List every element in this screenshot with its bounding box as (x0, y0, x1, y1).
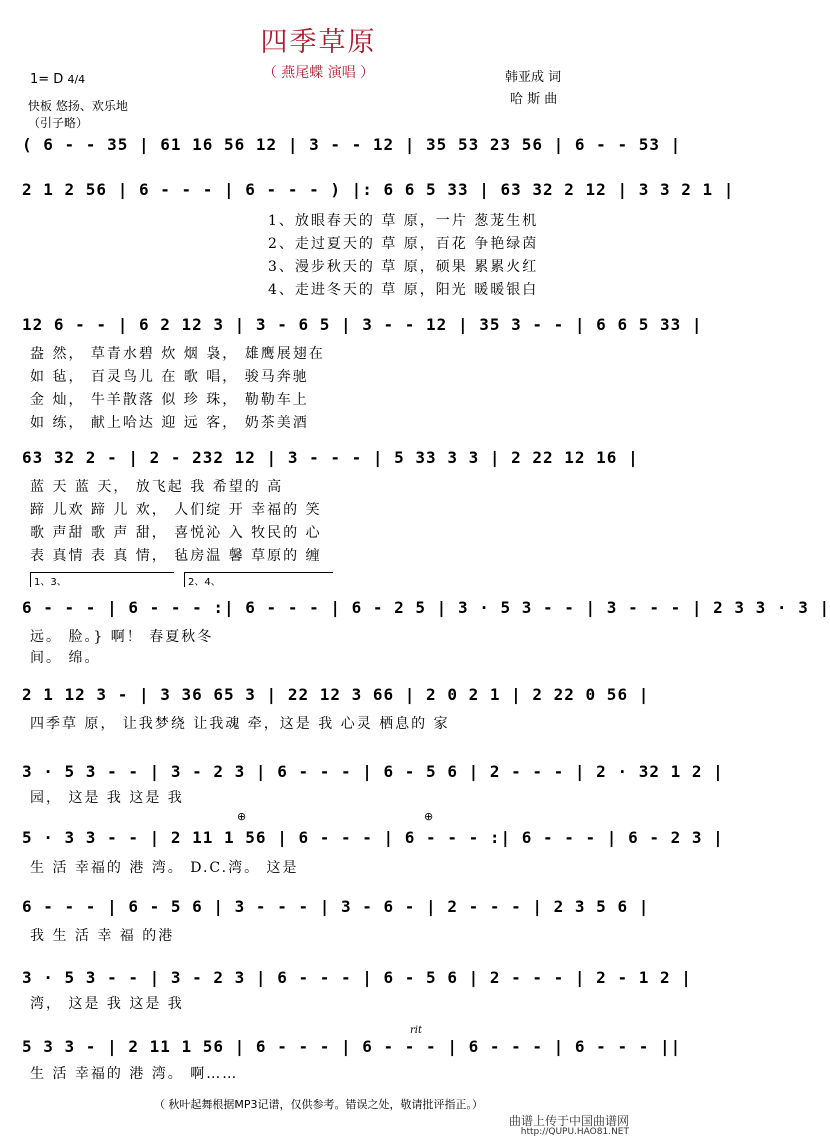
lyric-line-2-v4: 4、走进冬天的 草 原，阳光 暖暖银白 (268, 282, 539, 298)
score-title: 四季草原 (260, 27, 377, 58)
lyric-line-4-v4: 表 真情 表 真 情， 毡房温 馨 草原的 缠 (30, 548, 322, 564)
lyric-line-4-v1: 蓝 天 蓝 天， 放飞起 我 希望的 高 (30, 479, 284, 495)
composer-credit: 哈 斯 曲 (510, 92, 558, 107)
volta-second-ending: 2、4、 (184, 572, 333, 587)
lyric-line-11: 生 活 幸福的 港 湾。 啊…… (30, 1066, 239, 1082)
notation-line-1: ( 6 - - 35 | 61 16 56 12 | 3 - - 12 | 35 53 23 56 | 6 - - 53 | (22, 135, 682, 154)
volta-first-ending: 1、3、 (30, 572, 174, 587)
lyric-line-3-v1: 盎 然， 草青水碧 炊 烟 袅， 雄鹰展翅在 (30, 346, 325, 362)
notation-line-4: 63 32 2 - | 2 - 232 12 | 3 - - - | 5 33 3 3 | 2 22 12 16 | (22, 448, 639, 467)
lyric-line-4-v2: 蹄 儿欢 蹄 儿 欢， 人们绽 开 幸福的 笑 (30, 502, 322, 518)
notation-line-7: 3 · 5 3 - - | 3 - 2 3 | 6 - - - | 6 - 5 6 | 2 - - - | 2 · 32 1 2 | (22, 762, 724, 781)
tempo-marking: 快板 悠扬、欢乐地 (28, 99, 128, 113)
lyric-line-8: 生 活 幸福的 港 湾。 D.C.湾。 这是 (30, 860, 299, 876)
singer-credit: （ 燕尾蝶 演唱 ） (262, 65, 375, 81)
lyric-line-10: 湾， 这是 我 这是 我 (30, 996, 184, 1012)
notation-line-3: 12 6 - - | 6 2 12 3 | 3 - 6 5 | 3 - - 12 | 35 3 - - | 6 6 5 33 | (22, 315, 703, 334)
lyricist-credit: 韩亚成 词 (505, 70, 562, 85)
notation-line-8: 5 · 3 3 - - | 2 11 1 56 | 6 - - - | 6 - - - :| 6 - - - | 6 - 2 3 | (22, 828, 724, 847)
key-signature (30, 72, 85, 87)
lyric-line-7: 园， 这是 我 这是 我 (30, 790, 184, 806)
time-signature: 4/4 (67, 73, 86, 86)
site-watermark: 曲谱上传于中国曲谱网 (508, 1114, 629, 1128)
site-url-watermark: http://QUPU.HAO81.NET (520, 1127, 629, 1137)
lyric-line-3-v4: 如 练， 献上哈达 迎 远 客， 奶茶美酒 (30, 415, 309, 431)
notation-line-9: 6 - - - | 6 - 5 6 | 3 - - - | 3 - 6 - | 2 - - - | 2 3 5 6 | (22, 897, 650, 916)
lyric-line-2-v2: 2、走过夏天的 草 原，百花 争艳绿茵 (268, 236, 539, 252)
intro-note: （引子略） (28, 116, 89, 130)
lyric-line-2-v3: 3、漫步秋天的 草 原，硕果 累累火红 (268, 259, 539, 275)
notation-line-2: 2 1 2 56 | 6 - - - | 6 - - - ) |: 6 6 5 33 | 63 32 2 12 | 3 3 2 1 | (22, 180, 735, 199)
lyric-line-5-v1: 远。 脸。} 啊！ 春夏秋冬 (30, 629, 214, 645)
lyric-line-4-v3: 歌 声甜 歌 声 甜， 喜悦沁 入 牧民的 心 (30, 525, 322, 541)
lyric-line-3-v3: 金 灿， 牛羊散落 似 珍 珠， 勒勒车上 (30, 392, 309, 408)
transcription-note: （ 秋叶起舞根据MP3记谱，仅供参考。错误之处，敬请批评指正。） (153, 1098, 484, 1111)
segno-mark-2: ⊕ (424, 810, 434, 823)
ritardando-mark: rit (410, 1025, 422, 1036)
key-label: 1= D (30, 72, 64, 87)
lyric-line-9: 我 生 活 幸 福 的港 (30, 928, 175, 944)
notation-line-11: 5 3 3 - | 2 11 1 56 | 6 - - - | 6 - - - | 6 - - - | 6 - - - || (22, 1037, 682, 1056)
lyric-line-5-v2: 间。 绵。 (30, 650, 101, 666)
segno-mark-1: ⊕ (237, 810, 247, 823)
lyric-line-3-v2: 如 毡， 百灵鸟儿 在 歌 唱， 骏马奔驰 (30, 369, 309, 385)
notation-line-6: 2 1 12 3 - | 3 36 65 3 | 22 12 3 66 | 2 0 2 1 | 2 22 0 56 | (22, 685, 650, 704)
notation-line-5: 6 - - - | 6 - - - :| 6 - - - | 6 - 2 5 | 3 · 5 3 - - | 3 - - - | 2 3 3 · 3 | (22, 598, 830, 617)
lyric-line-2-v1: 1、放眼春天的 草 原，一片 葱茏生机 (268, 213, 539, 229)
notation-line-10: 3 · 5 3 - - | 3 - 2 3 | 6 - - - | 6 - 5 6 | 2 - - - | 2 - 1 2 | (22, 968, 692, 987)
lyric-line-6: 四季草 原， 让我梦绕 让我魂 牵，这是 我 心灵 栖息的 家 (30, 716, 450, 732)
